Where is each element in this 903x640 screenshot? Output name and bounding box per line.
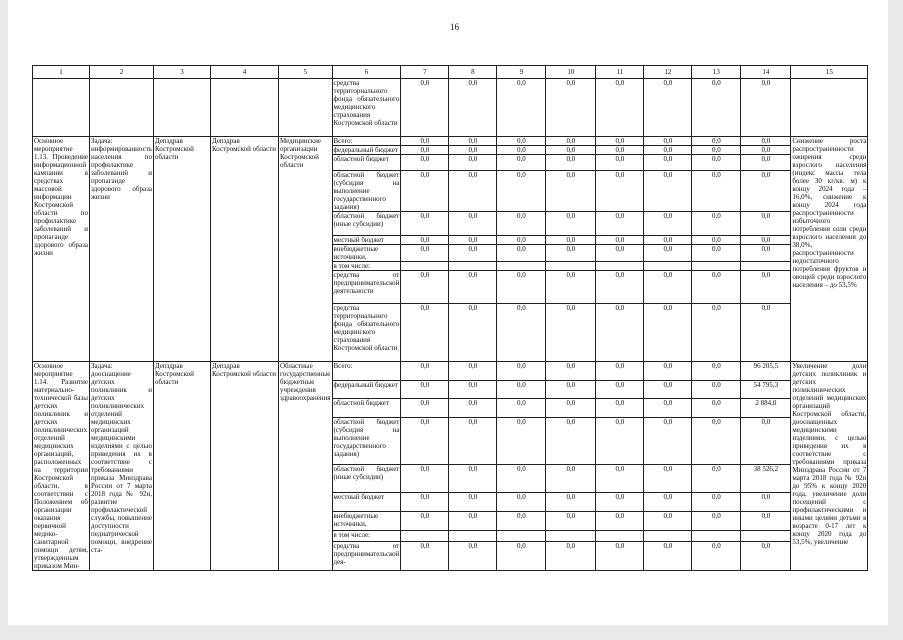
amount-cell: 0,0: [546, 155, 596, 171]
amount-cell: 0,0: [497, 155, 546, 171]
source-label: средства территориального фонда обязательного медицинского страхования Костромской области: [332, 79, 401, 137]
amount-cell: 0,0: [644, 465, 692, 493]
amount-cell: 0,0: [692, 171, 741, 212]
amount-cell: [449, 531, 497, 541]
amount-cell: 0,0: [741, 146, 791, 155]
amount-cell: 0,0: [497, 511, 546, 531]
source-label: средства от предпринимательской деятельности: [332, 271, 401, 304]
amount-cell: 0,0: [692, 541, 741, 570]
source-label: федеральный бюджет: [332, 380, 401, 399]
col-header-9: 9: [497, 66, 546, 79]
amount-cell: 0,0: [497, 212, 546, 236]
col-header-2: 2: [90, 66, 154, 79]
amount-cell: 0,0: [644, 155, 692, 171]
amount-cell: [497, 531, 546, 541]
source-label: областной бюджет: [332, 399, 401, 418]
amount-cell: 0,0: [546, 380, 596, 399]
amount-cell: 0,0: [644, 493, 692, 512]
source-label: областной бюджет (иные субсидии): [332, 465, 401, 493]
amount-cell: 0,0: [449, 236, 497, 245]
amount-cell: 0,0: [546, 399, 596, 418]
amount-cell: 0,0: [449, 362, 497, 381]
col-header-4: 4: [210, 66, 278, 79]
amount-cell: 0,0: [546, 541, 596, 570]
amount-cell: [741, 262, 791, 271]
amount-cell: 0,0: [596, 236, 644, 245]
amount-cell: 0,0: [644, 380, 692, 399]
amount-cell: 0,0: [644, 245, 692, 262]
amount-cell: 0,0: [644, 137, 692, 146]
amount-cell: 0,0: [497, 79, 546, 137]
amount-cell: 0,0: [644, 79, 692, 137]
source-label: Всего:: [332, 137, 401, 146]
amount-cell: 0,0: [644, 236, 692, 245]
col-header-6: 6: [332, 66, 401, 79]
table-body: [33, 66, 868, 571]
s13-col2: Задача: информированность населения по профилактике заболеваний и пропаганде здорового образа жизни: [90, 137, 154, 362]
amount-cell: 0,0: [401, 236, 449, 245]
amount-cell: 0,0: [692, 399, 741, 418]
amount-cell: 0,0: [596, 417, 644, 465]
amount-cell: 0,0: [497, 304, 546, 362]
amount-cell: 0,0: [449, 465, 497, 493]
amount-cell: 0,0: [741, 236, 791, 245]
blank-cell: [791, 79, 868, 137]
source-label: в том числе:: [332, 531, 401, 541]
funding-table: [32, 65, 868, 571]
source-label: в том числе:: [332, 262, 401, 271]
amount-cell: 0,0: [644, 304, 692, 362]
amount-cell: [596, 262, 644, 271]
source-label: областной бюджет: [332, 155, 401, 171]
col-header-13: 13: [692, 66, 741, 79]
amount-cell: 0,0: [596, 271, 644, 304]
amount-cell: 0,0: [401, 137, 449, 146]
amount-cell: 0,0: [546, 271, 596, 304]
s13-col3: Депздрав Костромской области: [153, 137, 210, 362]
table-row: [33, 137, 868, 146]
amount-cell: 0,0: [644, 271, 692, 304]
amount-cell: [546, 262, 596, 271]
s14-col3: Депздрав Костромской области: [153, 362, 210, 571]
s14-expected-result: Увеличение доли детских поликлиник и детских поликлинических отделений медицинских организаций Костромской области, дооснащенных медицинскими изделиями, с целью приведения их в соответствие с требованиями приказа Минздрава России от 7 марта 2018 года № 92н до 95% к концу 2020 года, увеличение доли посещений с профилактическими и иными целями детьми в возрасте 0-17 лет к концу 2020 года до 53,5%, увеличение: [791, 362, 868, 571]
amount-cell: 0,0: [644, 541, 692, 570]
amount-cell: 0,0: [596, 146, 644, 155]
amount-cell: 0,0: [449, 417, 497, 465]
amount-cell: 0,0: [692, 511, 741, 531]
amount-cell: 0,0: [741, 417, 791, 465]
source-label: внебюджетные источники,: [332, 511, 401, 531]
amount-cell: 0,0: [497, 362, 546, 381]
amount-cell: 0,0: [692, 146, 741, 155]
amount-cell: 0,0: [692, 304, 741, 362]
amount-cell: 0,0: [546, 304, 596, 362]
table-row: [33, 79, 868, 137]
amount-cell: 0,0: [449, 146, 497, 155]
col-header-1: 1: [33, 66, 90, 79]
amount-cell: 0,0: [546, 79, 596, 137]
amount-cell: 0,0: [497, 271, 546, 304]
blank-cell: [210, 79, 278, 137]
amount-cell: 0,0: [741, 245, 791, 262]
source-label: областной бюджет (субсидия на выполнение государственного задания): [332, 417, 401, 465]
amount-cell: 0,0: [449, 245, 497, 262]
amount-cell: 0,0: [401, 79, 449, 137]
col-header-12: 12: [644, 66, 692, 79]
amount-cell: 0,0: [596, 245, 644, 262]
amount-cell: 0,0: [741, 137, 791, 146]
amount-cell: 0,0: [741, 155, 791, 171]
amount-cell: 0,0: [644, 399, 692, 418]
amount-cell: 0,0: [644, 212, 692, 236]
col-header-3: 3: [153, 66, 210, 79]
amount-cell: 0,0: [596, 362, 644, 381]
source-label: Всего:: [332, 362, 401, 381]
amount-cell: [644, 531, 692, 541]
amount-cell: [741, 531, 791, 541]
s14-col5: Областные государственные бюджетные учреждения здравоохранения: [278, 362, 332, 571]
amount-cell: 0,0: [401, 146, 449, 155]
amount-cell: 0,0: [497, 417, 546, 465]
amount-cell: 0,0: [401, 271, 449, 304]
amount-cell: 0,0: [401, 155, 449, 171]
blank-cell: [278, 79, 332, 137]
col-header-11: 11: [596, 66, 644, 79]
amount-cell: 38 526,2: [741, 465, 791, 493]
amount-cell: 0,0: [497, 493, 546, 512]
amount-cell: 0,0: [741, 212, 791, 236]
col-header-14: 14: [741, 66, 791, 79]
source-label: местный бюджет: [332, 236, 401, 245]
amount-cell: 0,0: [644, 417, 692, 465]
amount-cell: 0,0: [497, 171, 546, 212]
amount-cell: 0,0: [596, 212, 644, 236]
amount-cell: 0,0: [741, 493, 791, 512]
amount-cell: 0,0: [449, 137, 497, 146]
amount-cell: 0,0: [546, 245, 596, 262]
amount-cell: 0,0: [596, 171, 644, 212]
amount-cell: 0,0: [692, 362, 741, 381]
amount-cell: 0,0: [692, 493, 741, 512]
amount-cell: 0,0: [596, 380, 644, 399]
amount-cell: [497, 262, 546, 271]
amount-cell: 0,0: [546, 362, 596, 381]
amount-cell: 0,0: [449, 79, 497, 137]
amount-cell: 0,0: [449, 271, 497, 304]
amount-cell: 54 795,3: [741, 380, 791, 399]
amount-cell: 0,0: [741, 79, 791, 137]
source-label: внебюджетные источники,: [332, 245, 401, 262]
amount-cell: [546, 531, 596, 541]
amount-cell: 0,0: [692, 380, 741, 399]
amount-cell: 0,0: [546, 171, 596, 212]
amount-cell: 0,0: [692, 137, 741, 146]
amount-cell: 0,0: [401, 380, 449, 399]
amount-cell: 0,0: [449, 511, 497, 531]
amount-cell: 0,0: [401, 493, 449, 512]
amount-cell: [449, 262, 497, 271]
amount-cell: 0,0: [449, 304, 497, 362]
amount-cell: 0,0: [401, 417, 449, 465]
amount-cell: 0,0: [401, 304, 449, 362]
amount-cell: 0,0: [497, 541, 546, 570]
col-header-15: 15: [791, 66, 868, 79]
amount-cell: 0,0: [741, 541, 791, 570]
amount-cell: 0,0: [497, 236, 546, 245]
amount-cell: [644, 262, 692, 271]
col-header-5: 5: [278, 66, 332, 79]
s14-col4: Депздрав Костромской области: [210, 362, 278, 571]
amount-cell: 0,0: [644, 362, 692, 381]
amount-cell: 0,0: [596, 541, 644, 570]
blank-cell: [153, 79, 210, 137]
amount-cell: 0,0: [449, 212, 497, 236]
amount-cell: 0,0: [401, 212, 449, 236]
amount-cell: 0,0: [644, 171, 692, 212]
amount-cell: 0,0: [497, 245, 546, 262]
header-row: [33, 66, 868, 79]
amount-cell: 0,0: [644, 511, 692, 531]
amount-cell: 0,0: [449, 380, 497, 399]
amount-cell: 0,0: [401, 511, 449, 531]
source-label: областной бюджет (субсидия на выполнение государственного задания): [333, 171, 400, 211]
amount-cell: 0,0: [692, 271, 741, 304]
amount-cell: 0,0: [497, 380, 546, 399]
amount-cell: 0,0: [401, 245, 449, 262]
amount-cell: 0,0: [401, 171, 449, 212]
col-header-7: 7: [401, 66, 449, 79]
blank-cell: [90, 79, 154, 137]
amount-cell: 0,0: [546, 137, 596, 146]
amount-cell: 0,0: [546, 511, 596, 531]
amount-cell: 0,0: [546, 146, 596, 155]
amount-cell: 0,0: [546, 417, 596, 465]
amount-cell: 0,0: [692, 155, 741, 171]
amount-cell: 0,0: [692, 212, 741, 236]
amount-cell: 0,0: [449, 493, 497, 512]
amount-cell: 0,0: [546, 493, 596, 512]
amount-cell: 0,0: [546, 212, 596, 236]
s13-col4: Депздрав Костромской области: [210, 137, 278, 362]
amount-cell: [692, 531, 741, 541]
amount-cell: 0,0: [449, 155, 497, 171]
amount-cell: 0,0: [741, 171, 791, 212]
amount-cell: 0,0: [692, 245, 741, 262]
amount-cell: 0,0: [546, 236, 596, 245]
amount-cell: 0,0: [401, 362, 449, 381]
amount-cell: 0,0: [596, 511, 644, 531]
amount-cell: 0,0: [401, 541, 449, 570]
amount-cell: 2 884,0: [741, 399, 791, 418]
source-label: средства от предпринимательской дея-: [332, 541, 401, 570]
col-header-10: 10: [546, 66, 596, 79]
amount-cell: 0,0: [497, 465, 546, 493]
s13-col1: Основное мероприятие 1.13. Проведение информационной кампании в средствах массовой информации Костромской области по профилактике заболеваний и пропаганде здорового образа жизни: [33, 137, 90, 362]
s14-col2: Задача: дооснащение детских поликлиник и детских поликлинических отделений медицинских организаций медицинскими изделиями с целью приведения их в соответствие с требованиями приказа Минздрава России от 7 марта 2018 года № 92н, развитие профилактической службы, повышение доступности педиатрической помощи, внедрение ста-: [90, 362, 154, 571]
amount-cell: 0,0: [596, 304, 644, 362]
source-label: областной бюджет (иные субсидии): [332, 212, 401, 236]
amount-cell: 0,0: [596, 465, 644, 493]
amount-cell: 0,0: [497, 399, 546, 418]
amount-cell: 0,0: [644, 146, 692, 155]
s13-col5: Медицинские организации Костромской области: [278, 137, 332, 362]
amount-cell: 0,0: [692, 465, 741, 493]
amount-cell: 0,0: [497, 137, 546, 146]
source-label: средства территориального фонда обязательного медицинского страхования Костромской области: [332, 304, 401, 362]
amount-cell: 0,0: [596, 79, 644, 137]
amount-cell: 0,0: [741, 271, 791, 304]
amount-cell: 0,0: [449, 399, 497, 418]
amount-cell: 0,0: [546, 465, 596, 493]
amount-cell: 0,0: [401, 399, 449, 418]
amount-cell: [596, 531, 644, 541]
amount-cell: 0,0: [596, 155, 644, 171]
s14-col1: Основное мероприятие 1.14. Развитие материально-технической базы детских поликлиник и детских поликлинических отделений медицинских организаций, расположенных на территории Костромской области, в соответствии с Положением об организации оказания первичной медико-санитарной помощи детям, утвержденным приказом Мин-: [34, 362, 88, 570]
amount-cell: 0,0: [497, 146, 546, 155]
amount-cell: 0,0: [449, 171, 497, 212]
amount-cell: 0,0: [741, 304, 791, 362]
amount-cell: [401, 262, 449, 271]
amount-cell: 0,0: [692, 417, 741, 465]
amount-cell: 0,0: [692, 236, 741, 245]
source-label: федеральный бюджет: [332, 146, 401, 155]
amount-cell: 0,0: [401, 465, 449, 493]
source-label: местный бюджет: [332, 493, 401, 512]
page-number: 16: [450, 22, 459, 32]
amount-cell: 0,0: [596, 399, 644, 418]
blank-cell: [33, 79, 90, 137]
amount-cell: [401, 531, 449, 541]
amount-cell: 0,0: [741, 511, 791, 531]
amount-cell: 0,0: [596, 493, 644, 512]
amount-cell: 0,0: [596, 137, 644, 146]
amount-cell: 0,0: [449, 541, 497, 570]
amount-cell: [692, 262, 741, 271]
amount-cell: 0,0: [692, 79, 741, 137]
amount-cell: 96 205,5: [741, 362, 791, 381]
s13-expected-result: Снижение роста распространенности ожирения среди взрослого населения (индекс массы тела более 30 кг/кв. м) к концу 2024 года – 16,0%, снижение к концу 2024 года распространенности избыточного потребления соли среди взрослого населения до 38,0%, распространенности недостаточного потребления фруктов и овощей среди взрослого населения – до 53,5%: [791, 137, 868, 362]
table-row: [33, 362, 868, 381]
col-header-8: 8: [449, 66, 497, 79]
